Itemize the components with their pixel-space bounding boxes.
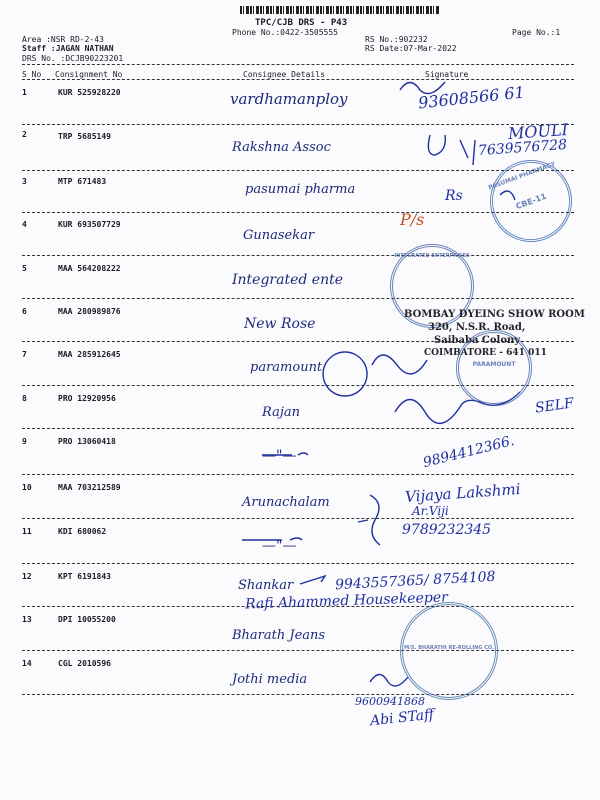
row-consignee: Rakshna Assoc xyxy=(232,140,331,155)
row-sno: 14 xyxy=(22,659,32,668)
paramount-stamp xyxy=(456,330,532,406)
ditto-mark xyxy=(262,453,308,455)
row-consignment: MAA 564208222 xyxy=(58,264,121,273)
row-consignee: New Rose xyxy=(244,316,316,332)
row-consignment: KDI 680062 xyxy=(58,527,107,536)
row-sno: 10 xyxy=(22,483,32,492)
signature-name: Vijaya Lakshmi xyxy=(404,479,522,507)
staff-field: Staff :JAGAN NATHAN xyxy=(22,44,114,53)
row-consignment: MAA 280989876 xyxy=(58,307,121,316)
drs-number: DRS No. :DCJB90223201 xyxy=(22,54,124,63)
row-consignee: —"— xyxy=(262,538,297,554)
row-consignment: MTP 671483 xyxy=(58,177,107,186)
showroom-address-line: Saibaba Colony xyxy=(434,335,521,346)
rs-number: RS No.:902232 xyxy=(365,35,428,44)
row-consignment: TRP 5685149 xyxy=(58,132,111,141)
signature-phone: 7639576728 xyxy=(477,136,568,160)
signature-initials: P/s xyxy=(400,210,425,229)
row-consignment: PRO 13060418 xyxy=(58,437,116,446)
signature-phone: 93608566 61 xyxy=(417,82,526,113)
signature-scribble xyxy=(400,82,445,94)
row-sno: 2 xyxy=(22,130,27,139)
row-consignee: Jothi media xyxy=(232,672,308,687)
stamp-city: CBE-11 xyxy=(514,191,548,212)
showroom-name: BOMBAY DYEING SHOW ROOM xyxy=(404,309,585,320)
signature-name: Ar.Viji xyxy=(412,504,449,518)
bracket-mark xyxy=(358,495,380,545)
col-signature: Signature xyxy=(425,70,469,79)
signature-phone: 9894412366. xyxy=(421,432,517,472)
row-consignee: vardhamanploy xyxy=(230,90,348,108)
row-sno: 9 xyxy=(22,437,27,446)
page-number: Page No.:1 xyxy=(512,28,561,37)
row-sno: 5 xyxy=(22,264,27,273)
row-consignment: PRO 12920956 xyxy=(58,394,116,403)
row-consignment: KUR 693507729 xyxy=(58,220,121,229)
row-sno: 11 xyxy=(22,527,32,536)
row-sno: 12 xyxy=(22,572,32,581)
company-stamp xyxy=(400,602,498,700)
row-sno: 8 xyxy=(22,394,27,403)
row-consignment: MAA 703212589 xyxy=(58,483,121,492)
document-title: TPC/CJB DRS - P43 xyxy=(255,18,348,28)
stamp-text: PASUMAI PHARMACY xyxy=(487,160,557,192)
row-consignment: KPT 6191843 xyxy=(58,572,111,581)
row-consignee: pasumai pharma xyxy=(245,182,356,197)
row-consignment: MAA 285912645 xyxy=(58,350,121,359)
signature-scribble xyxy=(428,135,475,165)
area-field: Area :NSR RD-2-43 xyxy=(22,35,104,44)
showroom-address-line: 320, N.S.R. Road, xyxy=(428,322,526,333)
row-consignee: Arunachalam xyxy=(242,495,330,510)
row-consignee: paramount xyxy=(250,360,323,375)
arrow-mark xyxy=(300,576,325,584)
col-sno: S No xyxy=(22,70,42,79)
signature-phone: 9600941868 xyxy=(355,695,425,708)
row-consignee: Gunasekar xyxy=(243,228,315,243)
row-consignee: Integrated ente xyxy=(232,272,343,288)
stamp-text: INTEGRATED ENTERPRISES xyxy=(394,253,470,259)
signature-phone: 9789232345 xyxy=(402,522,492,538)
signature-name: Rafi Ahammed Housekeeper xyxy=(244,589,449,613)
col-consignment: Consignment No xyxy=(55,70,123,79)
row-sno: 1 xyxy=(22,88,27,97)
row-consignment: DPI 10055200 xyxy=(58,615,116,624)
rs-date: RS Date:07-Mar-2022 xyxy=(365,44,457,53)
stamp-text: PARAMOUNT xyxy=(472,361,516,368)
signature-name: SELF xyxy=(534,395,575,417)
stamp-text: M/S. BHARATHI RE-ROLLING CO. xyxy=(404,645,494,651)
col-consignee: Consignee Details xyxy=(243,70,325,79)
signature-name: Abi STaff xyxy=(369,706,435,730)
row-consignment: CGL 2010596 xyxy=(58,659,111,668)
signature-initials: Rs xyxy=(445,188,463,204)
row-sno: 4 xyxy=(22,220,27,229)
row-consignee: Bharath Jeans xyxy=(232,628,326,643)
row-consignment: KUR 525928220 xyxy=(58,88,121,97)
showroom-address-line: COIMBATORE - 641 011 xyxy=(424,348,547,358)
row-sno: 13 xyxy=(22,615,32,624)
row-consignee: Shankar xyxy=(238,578,294,593)
row-sno: 6 xyxy=(22,307,27,316)
row-sno: 3 xyxy=(22,177,27,186)
row-sno: 7 xyxy=(22,350,27,359)
signature-phone: 9943557365/ 8754108 xyxy=(334,568,496,594)
row-consignee: Rajan xyxy=(262,405,300,420)
signature-scribble xyxy=(370,675,408,687)
row-consignee: —"— xyxy=(262,448,297,464)
ditto-mark xyxy=(242,538,302,540)
phone-number: Phone No.:0422-3505555 xyxy=(232,28,338,37)
signature-name: MOULI xyxy=(507,119,569,144)
